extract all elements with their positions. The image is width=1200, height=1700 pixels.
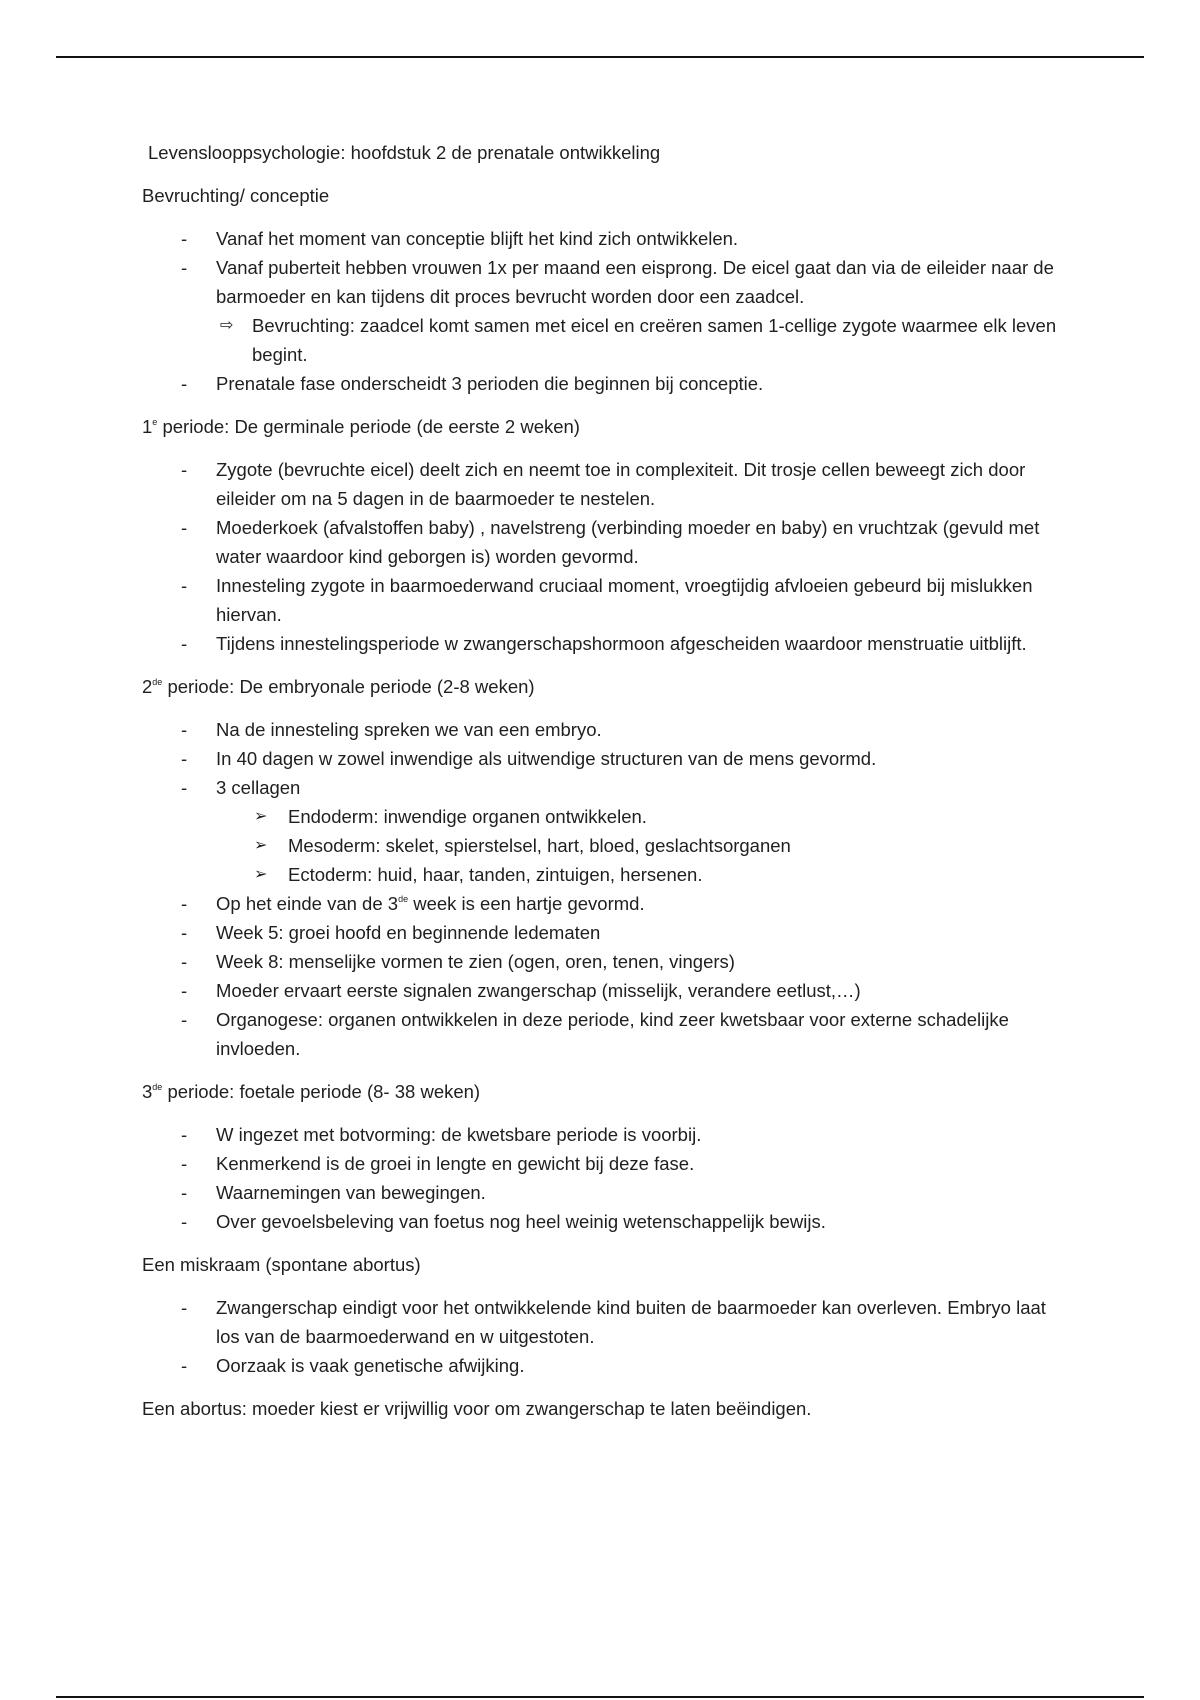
dash-bullet: -	[181, 1153, 188, 1174]
dash-bullet: -	[181, 575, 188, 596]
dash-bullet: -	[181, 459, 188, 480]
dash-bullet: -	[181, 1124, 188, 1145]
list-item: - Vanaf puberteit hebben vrouwen 1x per maand een eisprong. De eicel gaat dan via de eileider naar de barmoeder en kan tijdens dit proces bevrucht worden door een zaadcel.	[142, 253, 1062, 311]
triangle-bullet-icon: ➢	[254, 808, 268, 825]
section-list-foetale	[142, 1120, 1062, 1236]
section-list-miskraam	[142, 1293, 1062, 1380]
footer-rule	[56, 1696, 1144, 1698]
dash-bullet: -	[181, 373, 188, 394]
dash-bullet: -	[181, 1211, 188, 1232]
list-item: - Op het einde van de 3de week is een hartje gevormd.	[142, 889, 1062, 918]
list-item: - Moeder ervaart eerste signalen zwangerschap (misselijk, verandere eetlust,…)	[142, 976, 1062, 1005]
arrow-right-icon: ⇨	[220, 317, 234, 334]
dash-bullet: -	[181, 1297, 188, 1318]
dash-bullet: -	[181, 633, 188, 654]
dash-bullet: -	[181, 951, 188, 972]
dash-bullet: -	[181, 980, 188, 1001]
list-item-sub: ➢ Ectoderm: huid, haar, tanden, zintuigen, hersenen.	[142, 860, 1062, 889]
section-heading-embryonale: 2de periode: De embryonale periode (2-8 weken)	[142, 676, 535, 697]
triangle-bullet-icon: ➢	[254, 866, 268, 883]
dash-bullet: -	[181, 1009, 188, 1030]
document-body	[142, 138, 1062, 1423]
list-item: - Waarnemingen van bewegingen.	[142, 1178, 1062, 1207]
section-list-embryonale	[142, 715, 1062, 1063]
list-item-sub: ➢ Mesoderm: skelet, spierstelsel, hart, bloed, geslachtsorganen	[142, 831, 1062, 860]
section-heading-foetale: 3de periode: foetale periode (8- 38 weken)	[142, 1081, 481, 1102]
section-heading-germinale: 1e periode: De germinale periode (de eerste 2 weken)	[142, 416, 580, 437]
dash-bullet: -	[181, 257, 188, 278]
section-list-conceptie	[142, 224, 1062, 398]
list-item: - 3 cellagen	[142, 773, 1062, 802]
dash-bullet: -	[181, 922, 188, 943]
list-item: - Moederkoek (afvalstoffen baby) , navelstreng (verbinding moeder en baby) en vruchtzak (gevuld met water waardoor kind geborgen is) worden gevormd.	[142, 513, 1062, 571]
dash-bullet: -	[181, 777, 188, 798]
list-item: - Vanaf het moment van conceptie blijft het kind zich ontwikkelen.	[142, 224, 1062, 253]
list-item: - Kenmerkend is de groei in lengte en gewicht bij deze fase.	[142, 1149, 1062, 1178]
list-item: - Week 5: groei hoofd en beginnende ledematen	[142, 918, 1062, 947]
list-item: - Over gevoelsbeleving van foetus nog heel weinig wetenschappelijk bewijs.	[142, 1207, 1062, 1236]
section-list-germinale	[142, 455, 1062, 658]
list-item: - Oorzaak is vaak genetische afwijking.	[142, 1351, 1062, 1380]
list-item-sub: ➢ Endoderm: inwendige organen ontwikkelen.	[142, 802, 1062, 831]
list-item: - Week 8: menselijke vormen te zien (ogen, oren, tenen, vingers)	[142, 947, 1062, 976]
list-item: - Innesteling zygote in baarmoederwand cruciaal moment, vroegtijdig afvloeien gebeurd bij mislukken hiervan.	[142, 571, 1062, 629]
list-item: - In 40 dagen w zowel inwendige als uitwendige structuren van de mens gevormd.	[142, 744, 1062, 773]
closing-paragraph: Een abortus: moeder kiest er vrijwillig voor om zwangerschap te laten beëindigen.	[142, 1398, 812, 1419]
list-item: - Organogese: organen ontwikkelen in deze periode, kind zeer kwetsbaar voor externe schadelijke invloeden.	[142, 1005, 1062, 1063]
list-item: - Zygote (bevruchte eicel) deelt zich en neemt toe in complexiteit. Dit trosje cellen beweegt zich door eileider om na 5 dagen in de baarmoeder te nestelen.	[142, 455, 1062, 513]
dash-bullet: -	[181, 1355, 188, 1376]
list-item: - W ingezet met botvorming: de kwetsbare periode is voorbij.	[142, 1120, 1062, 1149]
dash-bullet: -	[181, 748, 188, 769]
section-heading-miskraam: Een miskraam (spontane abortus)	[142, 1254, 421, 1275]
dash-bullet: -	[181, 228, 188, 249]
dash-bullet: -	[181, 719, 188, 740]
list-item: - Zwangerschap eindigt voor het ontwikkelende kind buiten de baarmoeder kan overleven. Embryo laat los van de baarmoederwand en w uitgestoten.	[142, 1293, 1062, 1351]
list-item: - Prenatale fase onderscheidt 3 perioden die beginnen bij conceptie.	[142, 369, 1062, 398]
dash-bullet: -	[181, 1182, 188, 1203]
triangle-bullet-icon: ➢	[254, 837, 268, 854]
section-heading-conceptie: Bevruchting/ conceptie	[142, 185, 330, 206]
list-item: - Na de innesteling spreken we van een embryo.	[142, 715, 1062, 744]
dash-bullet: -	[181, 517, 188, 538]
document-title: Levenslooppsychologie: hoofdstuk 2 de prenatale ontwikkeling	[148, 142, 661, 163]
list-item: - Tijdens innestelingsperiode w zwangerschapshormoon afgescheiden waardoor menstruatie uitblijft.	[142, 629, 1062, 658]
header-rule	[56, 56, 1144, 58]
list-item-sub: ⇨ Bevruchting: zaadcel komt samen met eicel en creëren samen 1-cellige zygote waarmee elk leven begint.	[142, 311, 1062, 369]
dash-bullet: -	[181, 893, 188, 914]
